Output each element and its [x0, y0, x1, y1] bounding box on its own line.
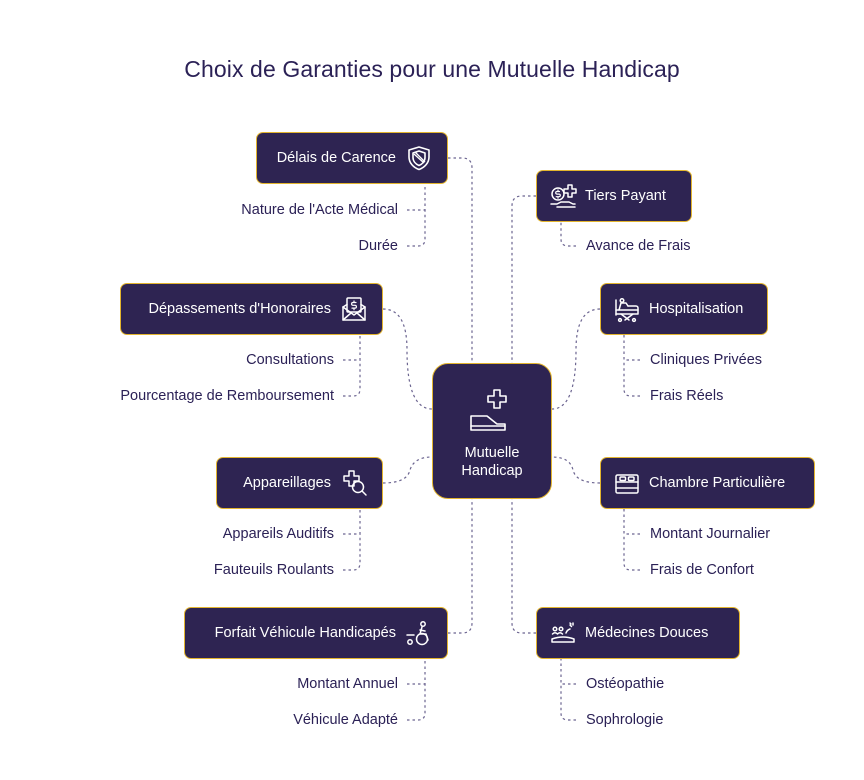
branch-delais-de-carence[interactable] — [256, 132, 448, 184]
connector-leaf — [407, 210, 425, 246]
branch-label: Délais de Carence — [276, 150, 396, 166]
connector-depassements — [383, 309, 432, 409]
connector-leaf — [407, 659, 425, 684]
wheelchair-vehicle-icon — [405, 619, 433, 647]
center-label — [433, 444, 551, 480]
branch-forfait-vehicule[interactable] — [184, 607, 448, 659]
connector-forfait — [448, 499, 472, 633]
hospital-bed-icon — [613, 295, 641, 323]
branch-tiers-payant[interactable] — [536, 170, 692, 222]
leaf-item: Nature de l'Acte Médical — [241, 202, 398, 218]
connector-leaf — [624, 360, 640, 396]
leaf-item: Consultations — [246, 352, 334, 368]
dollar-envelope-icon — [340, 295, 368, 323]
branch-label: Médecines Douces — [585, 625, 709, 641]
leaf-item: Fauteuils Roulants — [213, 562, 334, 578]
leaf-item: Véhicule Adapté — [293, 712, 398, 728]
connector-leaf — [407, 684, 425, 720]
connector-chambre — [552, 457, 600, 483]
connector-leaf — [561, 684, 576, 720]
leaf-item: Appareils Auditifs — [222, 526, 334, 542]
branch-label: Appareillages — [243, 475, 331, 491]
medical-search-icon — [340, 469, 368, 497]
shield-icon — [405, 144, 433, 172]
diagram-title: Choix de Garanties pour une Mutuelle Handicap — [184, 56, 680, 82]
branch-hospitalisation[interactable] — [600, 283, 768, 335]
leaf-item: Montant Journalier — [650, 526, 771, 542]
connector-tiers — [512, 196, 536, 363]
connector-leaf — [343, 335, 360, 360]
wheelchair-cross-icon — [465, 386, 519, 432]
center-label-line1: Mutuelle — [464, 445, 520, 461]
connector-leaf — [343, 360, 360, 396]
bed-icon — [613, 469, 641, 497]
connector-leaf — [624, 534, 640, 570]
branch-depassements-honoraires[interactable] — [120, 283, 383, 335]
connector-appareillages — [383, 457, 432, 483]
leaf-item: Pourcentage de Remboursement — [120, 388, 334, 404]
connector-leaf — [624, 509, 640, 534]
branch-label: Hospitalisation — [649, 301, 744, 317]
connector-medecines — [512, 499, 536, 633]
center-node[interactable] — [432, 363, 552, 499]
leaf-item: Frais de Confort — [650, 562, 754, 578]
connector-leaf — [561, 222, 576, 246]
branch-label: Tiers Payant — [585, 188, 666, 204]
branch-label: Chambre Particulière — [649, 475, 786, 491]
connector-leaf — [407, 184, 425, 210]
connector-leaf — [561, 659, 576, 684]
leaf-item: Avance de Frais — [586, 238, 691, 254]
leaf-item: Durée — [358, 238, 398, 254]
connector-hospitalisation — [552, 309, 600, 409]
leaf-item: Montant Annuel — [297, 676, 398, 692]
leaf-item: Ostéopathie — [586, 676, 665, 692]
leaf-item: Cliniques Privées — [650, 352, 763, 368]
branch-medecines-douces[interactable] — [536, 607, 740, 659]
branch-appareillages[interactable] — [216, 457, 383, 509]
payment-cross-icon — [549, 182, 577, 210]
connector-leaf — [624, 335, 640, 360]
connector-delais — [448, 158, 472, 363]
leaf-item: Sophrologie — [586, 712, 664, 728]
connector-leaf — [343, 534, 360, 570]
branch-label: Forfait Véhicule Handicapés — [214, 625, 396, 641]
branch-chambre-particuliere[interactable] — [600, 457, 815, 509]
wellness-icon — [549, 619, 577, 647]
branch-label: Dépassements d'Honoraires — [148, 301, 331, 317]
connector-leaf — [343, 509, 360, 534]
center-label-line2: Handicap — [461, 463, 523, 479]
leaf-item: Frais Réels — [650, 388, 724, 404]
